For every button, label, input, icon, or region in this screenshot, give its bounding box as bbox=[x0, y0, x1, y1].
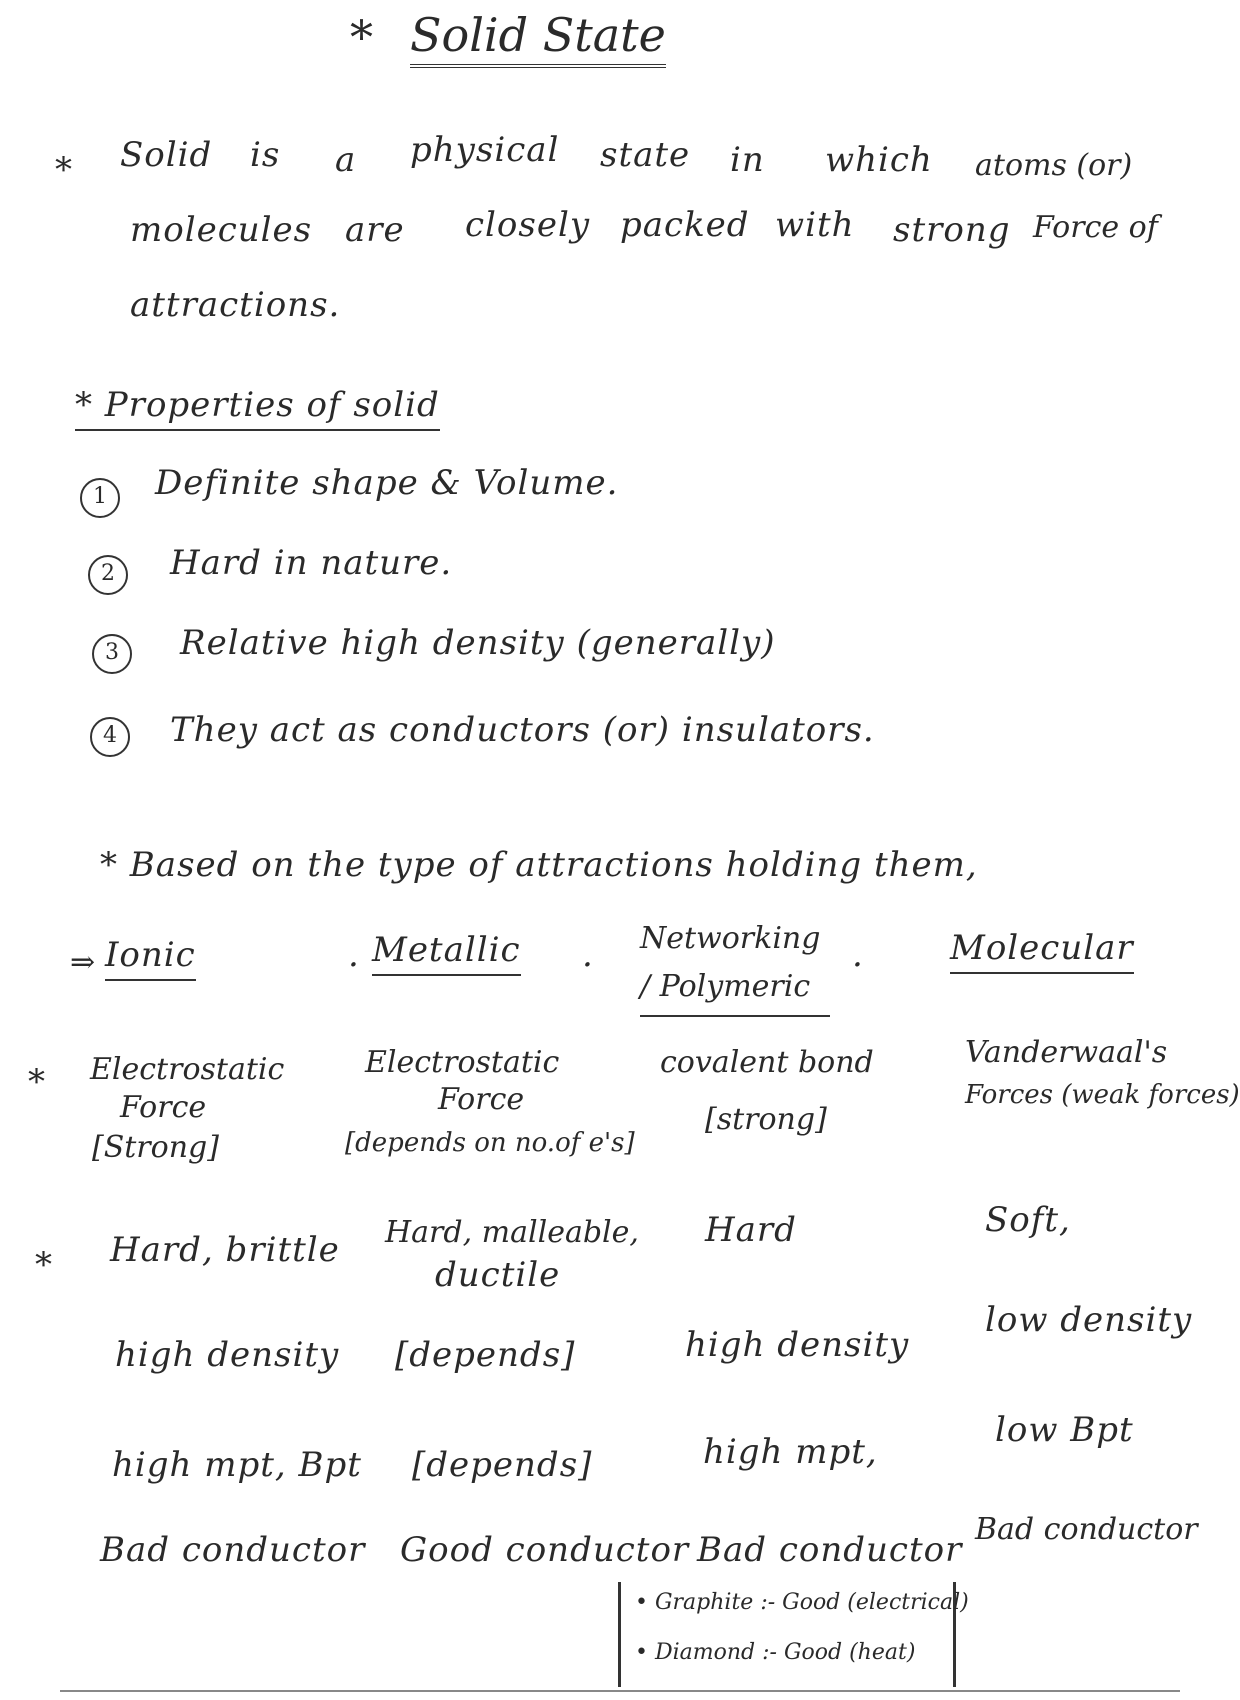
network-hardness: Hard bbox=[705, 1210, 797, 1250]
def-word: Force of bbox=[1033, 210, 1158, 245]
def-word: is bbox=[250, 135, 281, 175]
molecular-conductivity: Bad conductor bbox=[975, 1512, 1198, 1547]
page-title: Solid State bbox=[410, 8, 666, 68]
arrow-icon: ⇒ bbox=[70, 945, 96, 980]
def-word: which bbox=[825, 140, 933, 180]
page-bottom-rule bbox=[60, 1690, 1180, 1692]
property-text: They act as conductors (or) insulators. bbox=[170, 710, 875, 750]
type-metallic: Metallic bbox=[372, 930, 521, 976]
molecular-density: low density bbox=[985, 1300, 1193, 1340]
def-word: a bbox=[335, 140, 357, 180]
metallic-hardness: Hard, malleable, bbox=[385, 1215, 639, 1250]
ionic-force: Electrostatic bbox=[90, 1052, 285, 1087]
molecular-force: Vanderwaal's bbox=[965, 1035, 1168, 1070]
graphite-note: • Graphite :- Good (electrical) bbox=[635, 1590, 969, 1615]
ionic-hardness: Hard, brittle bbox=[110, 1230, 340, 1270]
property-text: Definite shape & Volume. bbox=[155, 463, 619, 503]
type-molecular: Molecular bbox=[950, 928, 1134, 974]
def-word: state bbox=[600, 135, 691, 175]
metallic-density: [depends] bbox=[395, 1335, 576, 1375]
ionic-mpt: high mpt, Bpt bbox=[112, 1445, 362, 1485]
def-word: packed bbox=[620, 205, 750, 245]
network-mpt: high mpt, bbox=[703, 1432, 878, 1472]
def-word: in bbox=[730, 140, 765, 180]
row-bullet: * bbox=[35, 1245, 52, 1285]
classification-intro: * Based on the type of attractions holding them, bbox=[100, 845, 978, 885]
separator-dot: . bbox=[582, 935, 594, 975]
property-number: 2 bbox=[88, 555, 128, 595]
type-ionic: Ionic bbox=[105, 935, 196, 981]
molecular-force: Forces (weak forces) bbox=[965, 1080, 1240, 1110]
separator-dot: . bbox=[852, 935, 864, 975]
properties-heading: * Properties of solid bbox=[75, 385, 440, 431]
def-word: with bbox=[775, 205, 855, 245]
def-word: are bbox=[345, 210, 405, 250]
title-star: * bbox=[350, 10, 373, 64]
property-number: 4 bbox=[90, 717, 130, 757]
def-word: molecules bbox=[130, 210, 313, 250]
separator-dot: . bbox=[348, 935, 360, 975]
property-text: Relative high density (generally) bbox=[180, 623, 776, 663]
metallic-hardness: ductile bbox=[435, 1255, 561, 1295]
network-force: covalent bond bbox=[660, 1045, 874, 1080]
ionic-force: Force bbox=[120, 1090, 207, 1125]
definition-bullet: * bbox=[55, 150, 72, 190]
ionic-conductivity: Bad conductor bbox=[100, 1530, 366, 1570]
network-force: [strong] bbox=[705, 1102, 827, 1137]
def-word: Solid bbox=[120, 135, 213, 175]
ionic-density: high density bbox=[115, 1335, 340, 1375]
ionic-force: [Strong] bbox=[92, 1130, 219, 1165]
row-bullet: * bbox=[28, 1062, 45, 1102]
def-word: closely bbox=[465, 205, 591, 245]
def-word: strong bbox=[893, 210, 1011, 250]
def-word: atoms (or) bbox=[975, 148, 1133, 183]
metallic-force: Electrostatic bbox=[365, 1045, 560, 1080]
property-number: 3 bbox=[92, 634, 132, 674]
metallic-force: [depends on no.of e's] bbox=[345, 1128, 635, 1158]
diamond-note: • Diamond :- Good (heat) bbox=[635, 1640, 916, 1665]
property-text: Hard in nature. bbox=[170, 543, 453, 583]
metallic-mpt: [depends] bbox=[412, 1445, 593, 1485]
metallic-force: Force bbox=[438, 1082, 525, 1117]
def-word: physical bbox=[410, 130, 560, 170]
network-conductivity: Bad conductor bbox=[697, 1530, 963, 1570]
molecular-mpt: low Bpt bbox=[995, 1410, 1134, 1450]
metallic-conductivity: Good conductor bbox=[400, 1530, 690, 1570]
def-word: attractions. bbox=[130, 285, 341, 325]
property-number: 1 bbox=[80, 478, 120, 518]
network-density: high density bbox=[685, 1325, 910, 1365]
type-networking: Networking / Polymeric bbox=[640, 915, 830, 1017]
molecular-hardness: Soft, bbox=[985, 1200, 1071, 1240]
